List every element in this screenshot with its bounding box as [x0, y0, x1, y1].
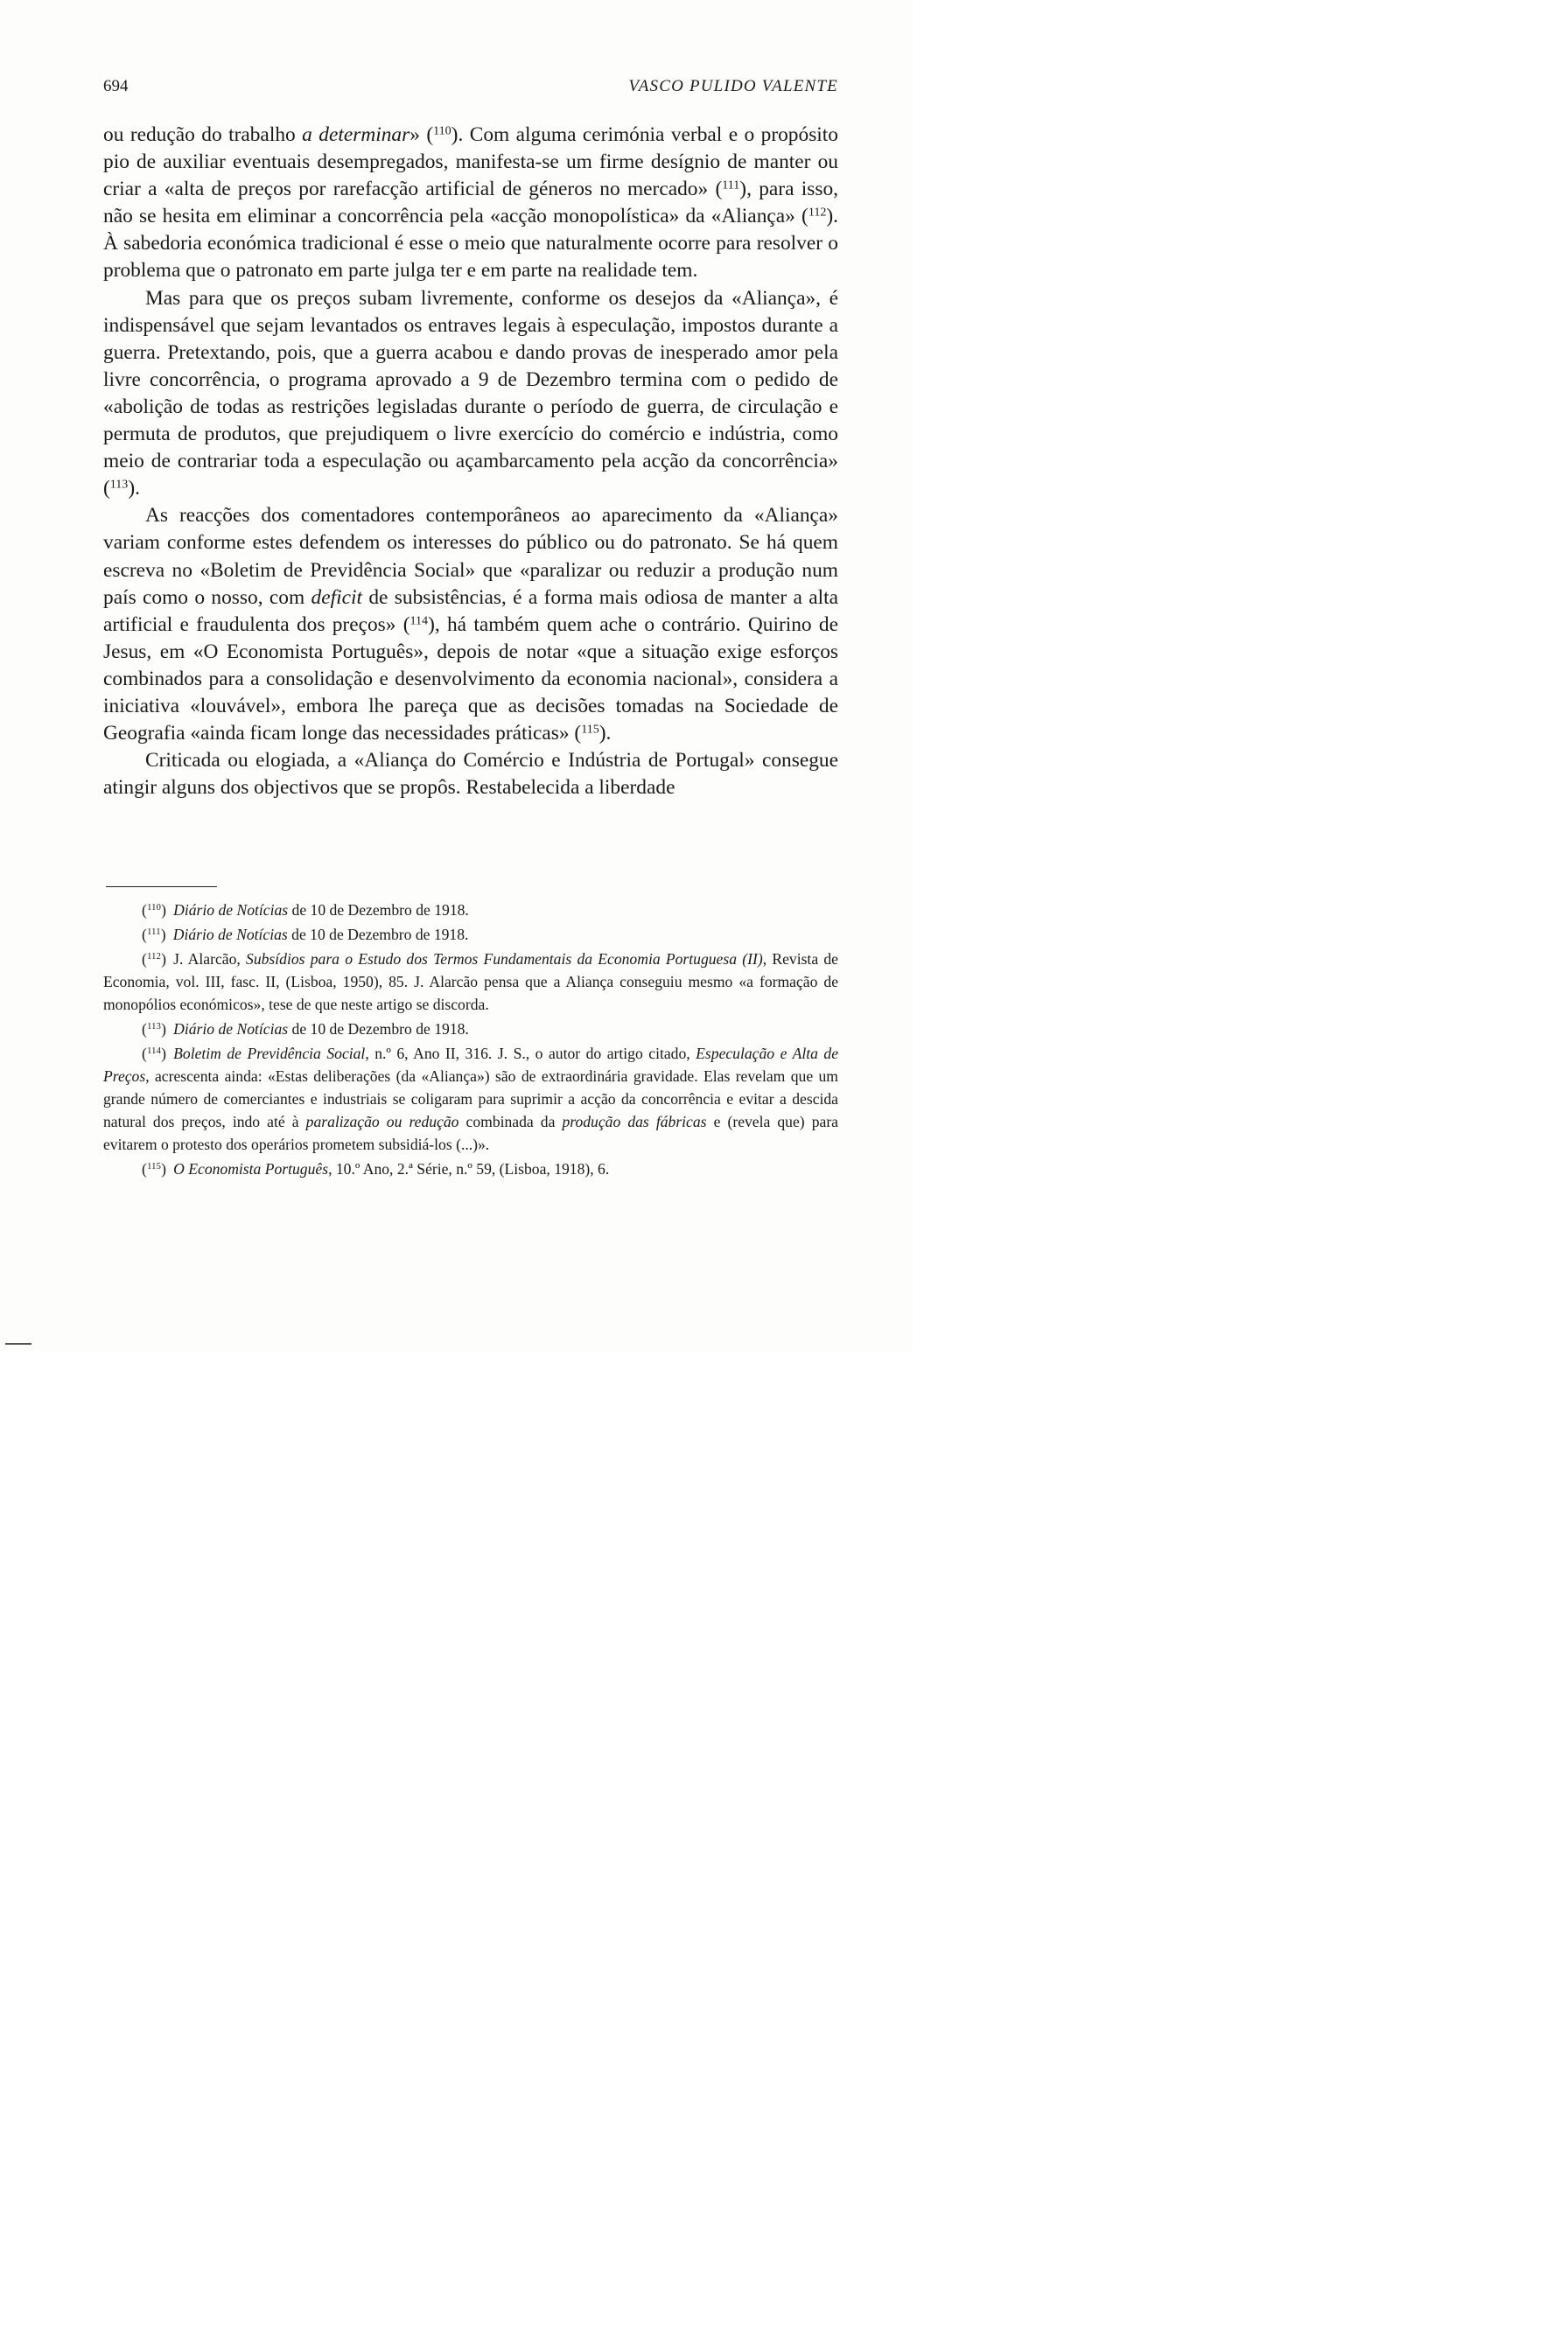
footnote-ref: 110	[433, 123, 452, 138]
paragraph-2: Mas para que os preços subam livremente, conforme os desejos da «Aliança», é indispensável que sejam levantados os entraves legais à especulação, impostos durante a guerra. Pretextando, pois, que a guerra acabou e dando provas de inesperado amor pela livre concorrência, o programa aprovado a 9 de Dezembro termina com o pedido de «abolição de todas as restrições legisladas durante o período de guerra, de circulação e permuta de produtos, que prejudiquem o livre exercício do comércio e indústria, como meio de contrariar toda a especulação ou açambarcamento pela acção da concorrência» ($^{113}$).	[103, 286, 838, 500]
footnote-separator	[106, 886, 217, 887]
book-page	[0, 0, 914, 1351]
page-number: 694	[103, 77, 129, 95]
running-title: VASCO PULIDO VALENTE	[628, 77, 838, 95]
italic-phrase: a determinar	[302, 123, 410, 146]
italic-phrase: deficit	[311, 585, 362, 609]
paragraph-1: ou redução do trabalho a determinar» ($^{110}$). Com alguma cerimónia verbal e o propósito pio de auxiliar eventuais desempregados, manifesta-se um firme desígnio de manter ou criar a «alta de preços por rarefacção artificial de géneros no mercado» ($^{111}$), para isso, não se hesita em eliminar a concorrência pela «acção monopolística» da «Aliança» ($^{112}$). À sabedoria económica tradicional é esse o meio que naturalmente ocorre para resolver o problema que o patronato em parte julga ter e em parte na realidade tem.	[103, 123, 838, 283]
scan-edge-mark	[5, 1343, 32, 1345]
footnote-113: ($^{113}$) Diário de Notícias de 10 de Dezembro de 1918.	[142, 1019, 469, 1038]
footnote-ref: 111	[722, 178, 740, 192]
footnote-111: ($^{111}$) Diário de Notícias de 10 de Dezembro de 1918.	[142, 925, 469, 943]
footnote-ref: 112	[808, 205, 827, 220]
running-head	[103, 77, 838, 103]
footnote-110: ($^{110}$) Diário de Notícias de 10 de Dezembro de 1918.	[142, 901, 469, 919]
footnote-ref: 115	[581, 722, 599, 737]
footnotes	[103, 899, 838, 1182]
paragraph-3: As reacções dos comentadores contemporâneos ao aparecimento da «Aliança» variam conforme estes defendem os interesses do público ou do patronato. Se há quem escreva no «Boletim de Previdência Social» que «paralizar ou reduzir a produção num país como o nosso, com deficit de subsistências, é a forma mais odiosa de manter a alta artificial e fraudulenta dos preços» ($^{114}$), há também quem ache o contrário. Quirino de Jesus, em «O Economista Português», depois de notar «que a situação exige esforços combinados para a consolidação e desenvolvimento da economia nacional», considera a iniciativa «louvável», embora lhe pareça que as decisões tomadas na Sociedade de Geografia «ainda ficam longe das necessidades práticas» ($^{115}$).	[103, 504, 838, 745]
footnote-114: ($^{114}$) Boletim de Previdência Social, n.º 6, Ano II, 316. J. S., o autor do artigo citado, Especulação e Alta de Preços, acrescenta ainda: «Estas deliberações (da «Aliança») são de extraordinária gravidade. Elas revelam que um grande número de comerciantes e industriais se coligaram para suprimir a acção da concorrência e evitar a descida natural dos preços, indo até à paralização ou redução combinada da produção das fábricas e (revela que) para evitarem o protesto dos operários prometem subsidiá-los (...)».	[103, 1044, 838, 1154]
footnote-115: ($^{115}$) O Economista Português, 10.º Ano, 2.ª Série, n.º 59, (Lisboa, 1918), 6.	[142, 1160, 610, 1178]
footnote-ref: 113	[109, 477, 129, 492]
footnote-ref: 114	[410, 612, 429, 627]
paragraph-4: Criticada ou elogiada, a «Aliança do Comércio e Indústria de Portugal» consegue atingir alguns dos objectivos que se propôs. Restabelecida a liberdade	[103, 749, 838, 800]
body-text	[103, 122, 838, 801]
footnote-112: ($^{112}$) J. Alarcão, Subsídios para o Estudo dos Termos Fundamentais da Economia Portuguesa (II), Revista de Economia, vol. III, fasc. II, (Lisboa, 1950), 85. J. Alarcão pensa que a Aliança conseguiu mesmo «a formação de monopólios económicos», tese de que neste artigo se discorda.	[103, 949, 838, 1013]
